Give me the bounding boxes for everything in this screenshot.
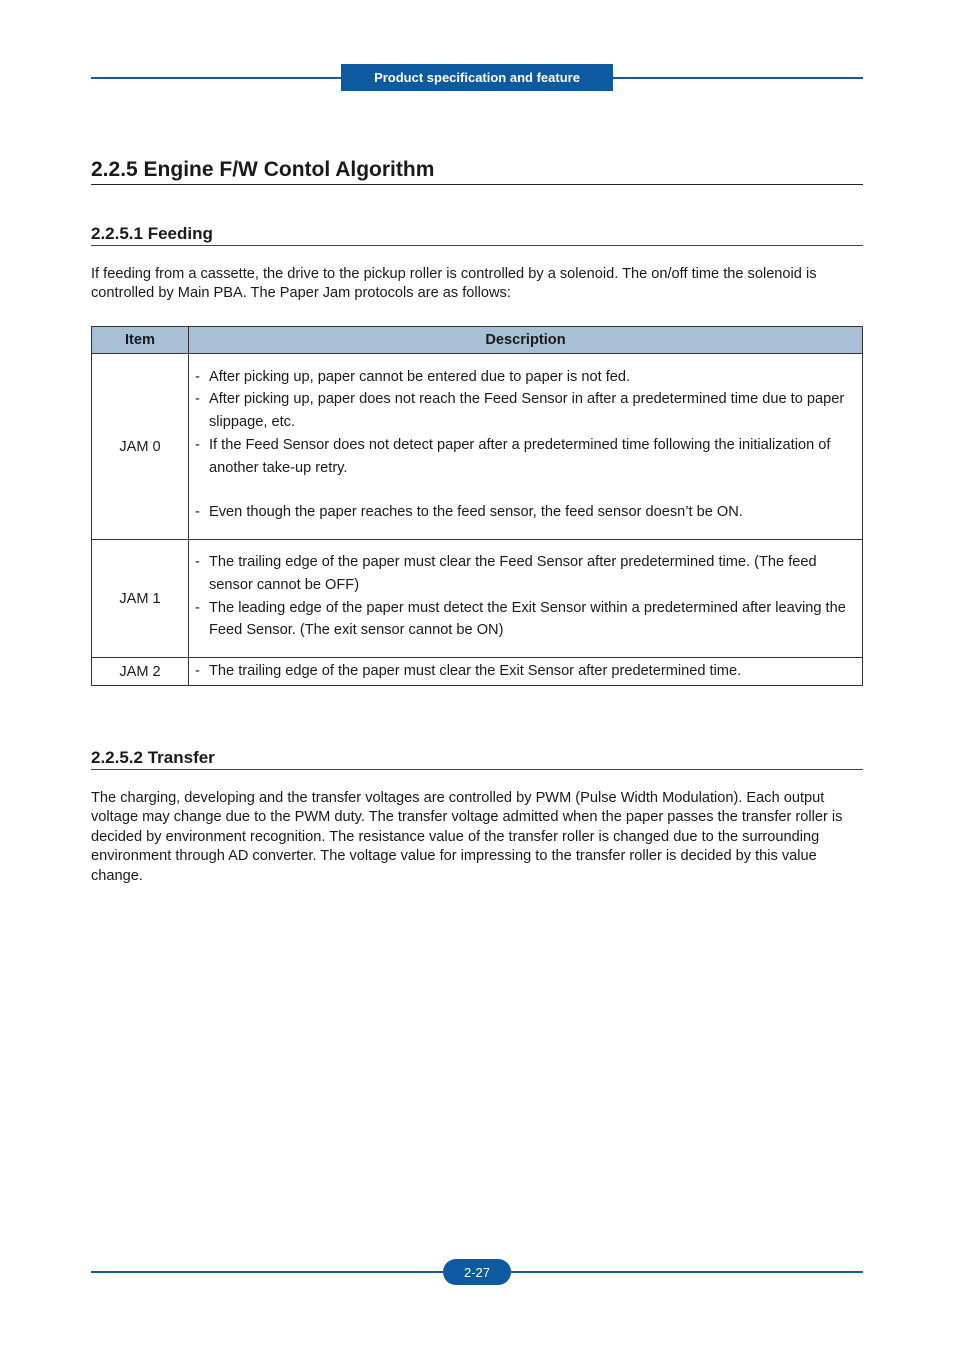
row-item: JAM 2 [92,658,189,686]
description-line: - After picking up, paper does not reach the Feed Sensor in after a predetermined time due to paper slippage, etc. [195,391,845,431]
table-row [92,540,863,658]
feeding-intro: If feeding from a cassette, the drive to the pickup roller is controlled by a solenoid. The on/off time the solenoid is controlled by Main PBA. The Paper Jam protocols are as follows: [91,266,817,302]
footer-rule-left [91,1271,443,1273]
transfer-body: The charging, developing and the transfer voltages are controlled by PWM (Pulse Width Modulation). Each output voltage may change due to the PWM duty. The transfer voltage admitted when the paper passes the transfer roller is decided by environment recognition. The resistance value of the transfer roller is changed due to the surrounding environment through AD converter. The voltage value for impressing to the transfer roller is decided by this value change. [91,790,843,884]
table-row [92,658,863,686]
feeding-heading: 2.2.5.1 Feeding [91,224,863,246]
table-row [92,354,863,540]
row-description [189,658,863,686]
description-line: - If the Feed Sensor does not detect paper after a predetermined time following the initialization of another take-up retry. [195,437,831,476]
page-title: 2.2.5 Engine F/W Contol Algorithm [91,158,863,185]
row-item: JAM 1 [92,540,189,658]
row-description [189,540,863,658]
description-line: - The leading edge of the paper must detect the Exit Sensor within a predetermined after leaving the Feed Sensor. (The exit sensor cannot be ON) [195,599,846,639]
row-description [189,354,863,540]
transfer-heading: 2.2.5.2 Transfer [91,748,863,770]
description-line: - After picking up, paper cannot be entered due to paper is not fed. [195,368,631,385]
column-header-description: Description [189,327,863,354]
jam-table [91,326,863,686]
row-item: JAM 0 [92,354,189,540]
footer-rule-right [511,1271,863,1273]
description-line: - The trailing edge of the paper must clear the Exit Sensor after predetermined time. [195,663,742,680]
description-line: - The trailing edge of the paper must clear the Feed Sensor after predetermined time. (The feed sensor cannot be OFF) [195,553,817,593]
header-rule-right [613,77,863,79]
page-number: 2-27 [443,1259,511,1285]
header-rule-left [91,77,341,79]
description-line: - Even though the paper reaches to the feed sensor, the feed sensor doesn’t be ON. [195,503,743,520]
header-section-tab: Product specification and feature [341,64,613,91]
column-header-item: Item [92,327,189,354]
